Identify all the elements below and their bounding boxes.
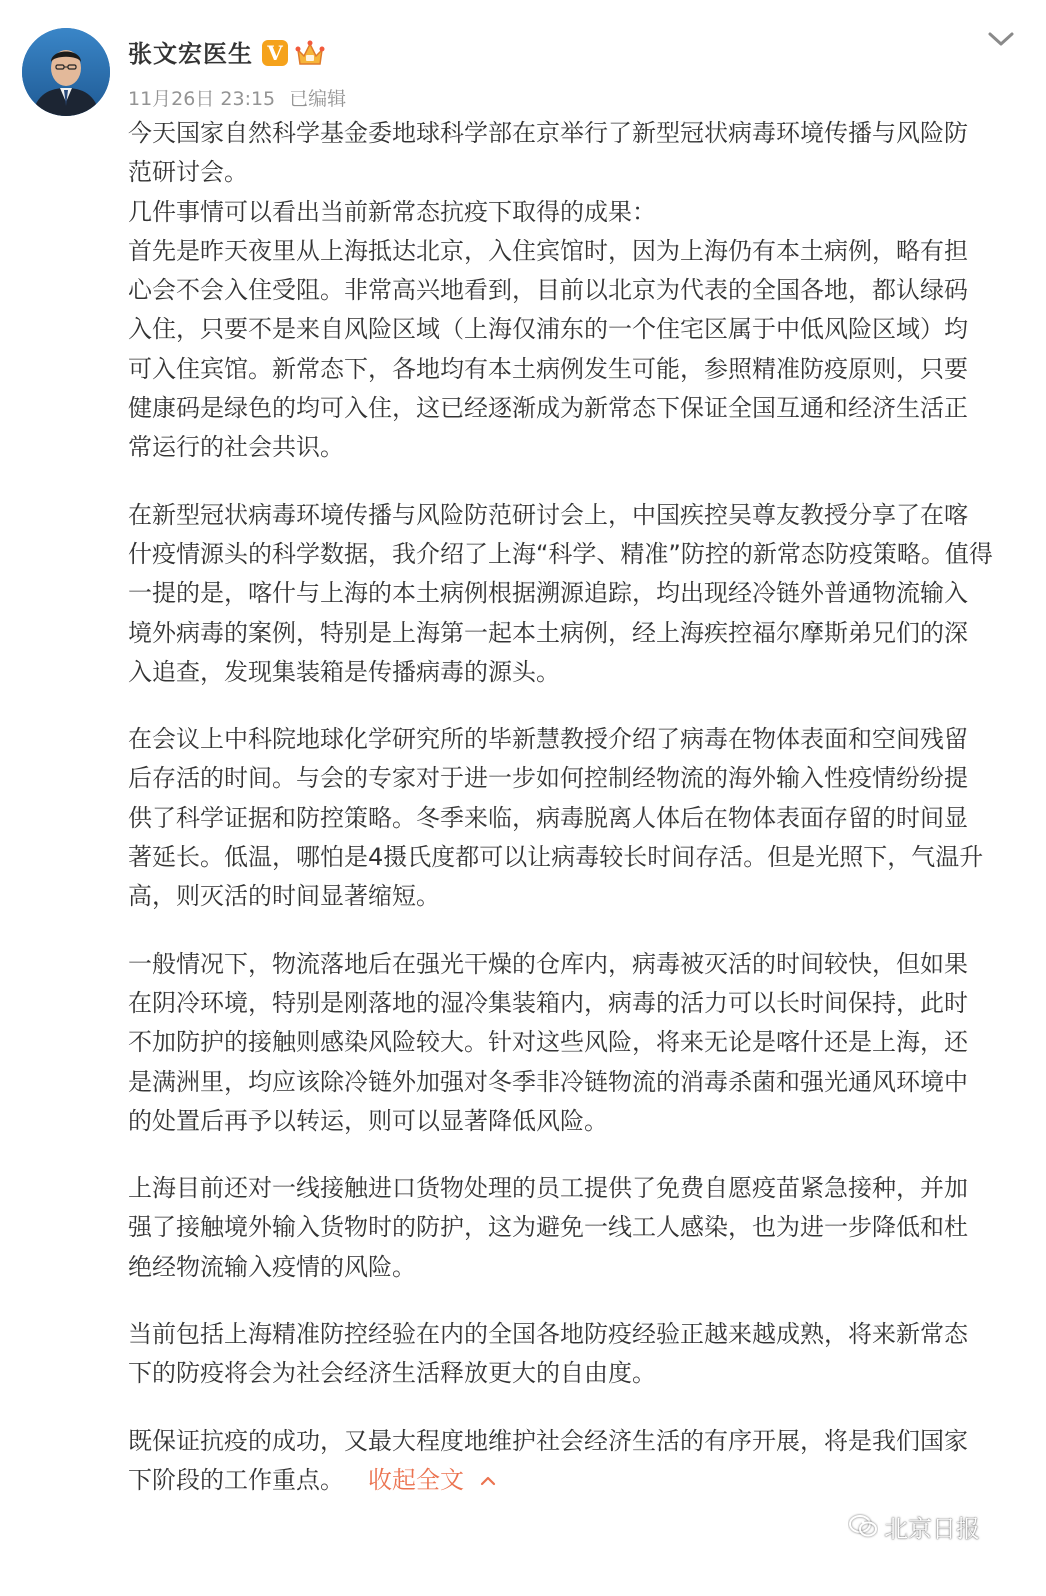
paragraph-gap [128, 1287, 1016, 1315]
post-timestamp[interactable]: 11月26日 23:15 [128, 88, 276, 110]
collapse-label[interactable]: 收起全文 [368, 1465, 464, 1494]
paragraph-gap [128, 1394, 1016, 1422]
post-content [128, 114, 1016, 1500]
author-avatar[interactable] [22, 28, 110, 116]
post-paragraph: 在新型冠状病毒环境传播与风险防范研讨会上，中国疾控吴尊友教授分享了在喀 什疫情源头的科学数据，我介绍了上海“科学、精准”防控的新常态防疫策略。值得 一提的是，喀什与上海的本土病例根据溯源追踪，均出现经冷链外普通物流输入 境外病毒的案例，特别是上海第一起本土病例，经上海疾控福尔摩斯弟兄们的深 入追查，发现集装箱是传播病毒的源头。 [128, 500, 993, 686]
author-name[interactable]: 张文宏医生 [128, 40, 253, 68]
post-paragraph: 在会议上中科院地球化学研究所的毕新慧教授介绍了病毒在物体表面和空间残留 后存活的时间。与会的专家对于进一步如何控制经物流的海外输入性疫情纷纷提 供了科学证据和防控策略。冬季来临，病毒脱离人体后在物体表面存留的时间显 著延长。低温，哪怕是4摄氏度都可以让病毒较长时间存活。但是光照下，气温升 高，则灭活的时间显著缩短。 [128, 725, 984, 911]
verified-badge-icon[interactable]: V [262, 40, 288, 66]
chevron-down-icon[interactable] [984, 26, 1018, 52]
paragraph-gap [128, 692, 1016, 720]
chevron-up-icon[interactable] [480, 1476, 496, 1486]
paragraph-gap [128, 468, 1016, 496]
post-meta [128, 84, 346, 111]
post-paragraph: 今天国家自然科学基金委地球科学部在京举行了新型冠状病毒环境传播与风险防 范研讨会。 几件事情可以看出当前新常态抗疫下取得的成果： 首先是昨天夜里从上海抵达北京，入住宾馆时，因为上海仍有本土病例，略有担 心会不会入住受阻。非常高兴地看到，目前以北京为代表的全国各地，都认绿码 入住，只要不是来自风险区域（上海仅浦东的一个住宅区属于中低风险区域）均 可入住宾馆。新常态下，各地均有本土病例发生可能，参照精准防疫原则，只要 健康码是绿色的均可入住，这已经逐渐成为新常态下保证全国互通和经济生活正 常运行的社会共识。 [128, 119, 968, 462]
watermark-text: 北京日报 [884, 1514, 980, 1543]
post-paragraph: 一般情况下，物流落地后在强光干燥的仓库内，病毒被灭活的时间较快，但如果 在阴冷环境，特别是刚落地的湿冷集装箱内，病毒的活力可以长时间保持，此时 不加防护的接触则感染风险较大。针对这些风险，将来无论是喀什还是上海，还 是满洲里，均应该除冷链外加强对冬季非冷链物流的消毒杀菌和强光通风环境中 的处置后再予以转运，则可以显著降低风险。 [128, 949, 968, 1135]
paragraph-gap [128, 917, 1016, 945]
avatar-image [22, 28, 110, 116]
post-paragraph: 上海目前还对一线接触进口货物处理的员工提供了免费自愿疫苗紧急接种，并加 强了接触境外输入货物时的防护，这为避免一线工人感染，也为进一步降低和杜 绝经物流输入疫情的风险。 [128, 1174, 968, 1281]
watermark [848, 1502, 980, 1550]
paragraph-gap [128, 1141, 1016, 1169]
last-paragraph-text: 既保证抗疫的成功，又最大程度地维护社会经济生活的有序开展，将是我们国家 下阶段的工作重点。 [128, 1426, 968, 1494]
collapse-button[interactable] [368, 1466, 496, 1494]
post-paragraph-last [128, 1422, 1016, 1501]
crown-icon[interactable] [294, 38, 326, 68]
edited-label[interactable]: 已编辑 [289, 88, 347, 110]
wechat-icon [848, 1513, 878, 1539]
post-paragraph: 当前包括上海精准防控经验在内的全国各地防疫经验正越来越成熟，将来新常态 下的防疫将会为社会经济生活释放更大的自由度。 [128, 1320, 968, 1388]
